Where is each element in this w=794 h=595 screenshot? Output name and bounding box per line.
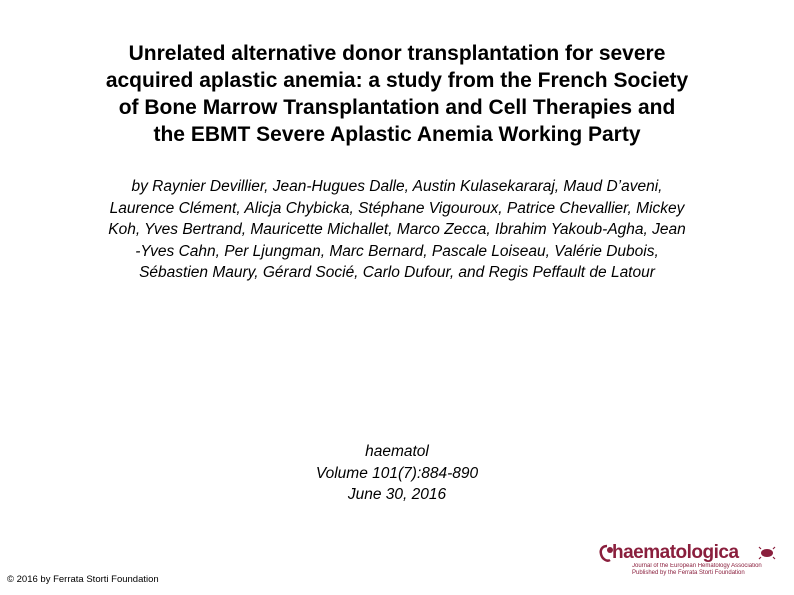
author-line: Koh, Yves Bertrand, Mauricette Michallet, Marco Zecca, Ibrahim Yakoub-Agha, Jean xyxy=(108,221,686,238)
volume-info: Volume 101(7):884-890 xyxy=(315,464,479,482)
logo-subtitle-line: Journal of the European Hematology Association xyxy=(632,563,762,569)
publication-date: June 30, 2016 xyxy=(347,486,447,503)
haematologica-logo xyxy=(598,542,778,578)
citation-block xyxy=(200,441,594,506)
author-line: Sébastien Maury, Gérard Socié, Carlo Dufour, and Regis Peffault de Latour xyxy=(139,264,655,281)
title-line: of Bone Marrow Transplantation and Cell Therapies and xyxy=(118,96,676,119)
logo-subtitle-line: Published by the Ferrata Storti Foundation xyxy=(632,570,745,576)
author-line: by Raynier Devillier, Jean-Hugues Dalle, Austin Kulasekararaj, Maud D’aveni, xyxy=(131,178,663,195)
presentation-title xyxy=(40,40,754,148)
title-line: Unrelated alternative donor transplantation for severe xyxy=(128,42,666,65)
author-list xyxy=(40,176,754,284)
journal-name: haematol xyxy=(365,443,429,460)
logo-name: haematologica xyxy=(612,542,739,563)
decorative-emblem-icon xyxy=(758,546,776,560)
title-line: acquired aplastic anemia: a study from the French Society xyxy=(105,69,689,92)
title-line: the EBMT Severe Aplastic Anemia Working Party xyxy=(153,123,641,146)
author-line: Laurence Clément, Alicja Chybicka, Stéphane Vigouroux, Patrice Chevallier, Mickey xyxy=(109,199,685,217)
copyright-notice: © 2016 by Ferrata Storti Foundation xyxy=(7,574,159,585)
logo-subtitle xyxy=(632,563,777,577)
author-line: -Yves Cahn, Per Ljungman, Marc Bernard, Pascale Loiseau, Valérie Dubois, xyxy=(135,242,659,260)
